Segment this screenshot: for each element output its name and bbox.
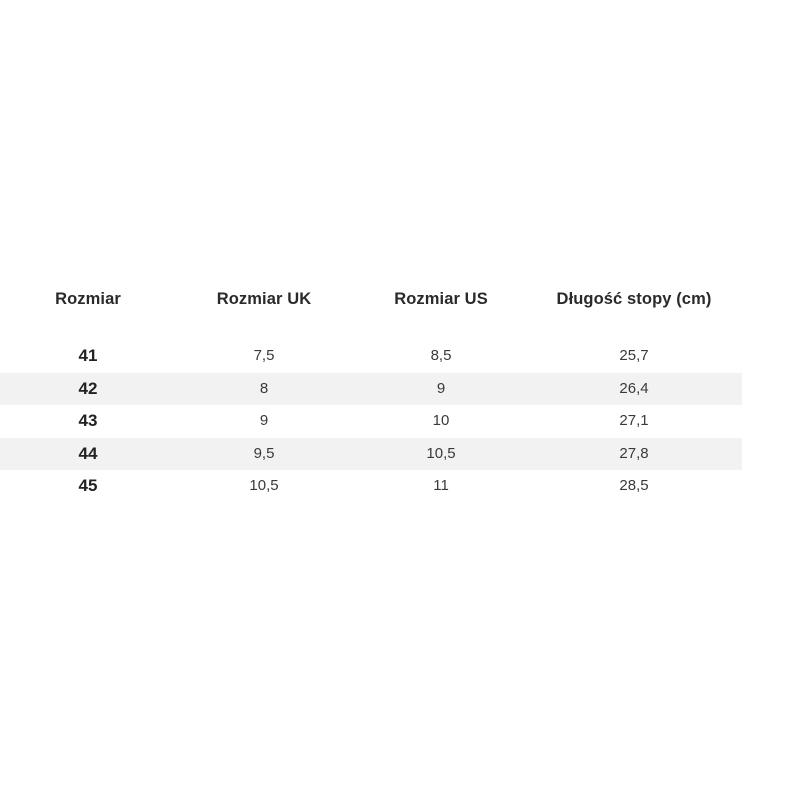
column-header-foot-length: Długość stopy (cm) xyxy=(556,290,712,308)
table-row xyxy=(0,470,742,503)
foot-length-cell: 27,1 xyxy=(619,412,649,429)
column-header-size-us: Rozmiar US xyxy=(394,290,488,308)
foot-length-cell: 28,5 xyxy=(619,477,649,494)
column-header-size-uk: Rozmiar UK xyxy=(216,290,312,308)
table-row xyxy=(0,438,742,471)
table-row xyxy=(0,373,742,406)
table-row xyxy=(0,405,742,438)
column-header-size: Rozmiar xyxy=(55,290,121,308)
size-chart-table xyxy=(0,282,742,495)
table-row xyxy=(0,340,742,373)
size-us-cell: 9 xyxy=(436,379,446,397)
foot-length-cell: 26,4 xyxy=(619,379,649,397)
size-uk-cell: 7,5 xyxy=(253,347,275,364)
size-cell: 45 xyxy=(78,476,98,495)
size-us-cell: 8,5 xyxy=(430,347,452,364)
size-uk-cell: 9 xyxy=(259,412,269,429)
size-cell: 44 xyxy=(78,443,98,463)
size-uk-cell: 10,5 xyxy=(249,477,279,494)
size-us-cell: 10,5 xyxy=(426,444,456,462)
size-us-cell: 11 xyxy=(433,477,449,494)
foot-length-cell: 27,8 xyxy=(619,444,649,462)
size-us-cell: 10 xyxy=(432,412,450,429)
size-uk-cell: 9,5 xyxy=(253,444,275,462)
table-header-row xyxy=(0,282,742,316)
size-cell: 43 xyxy=(78,411,98,430)
size-cell: 41 xyxy=(78,346,98,365)
table-body xyxy=(0,340,742,503)
foot-length-cell: 25,7 xyxy=(619,347,649,364)
size-cell: 42 xyxy=(78,378,98,398)
size-uk-cell: 8 xyxy=(259,379,269,397)
